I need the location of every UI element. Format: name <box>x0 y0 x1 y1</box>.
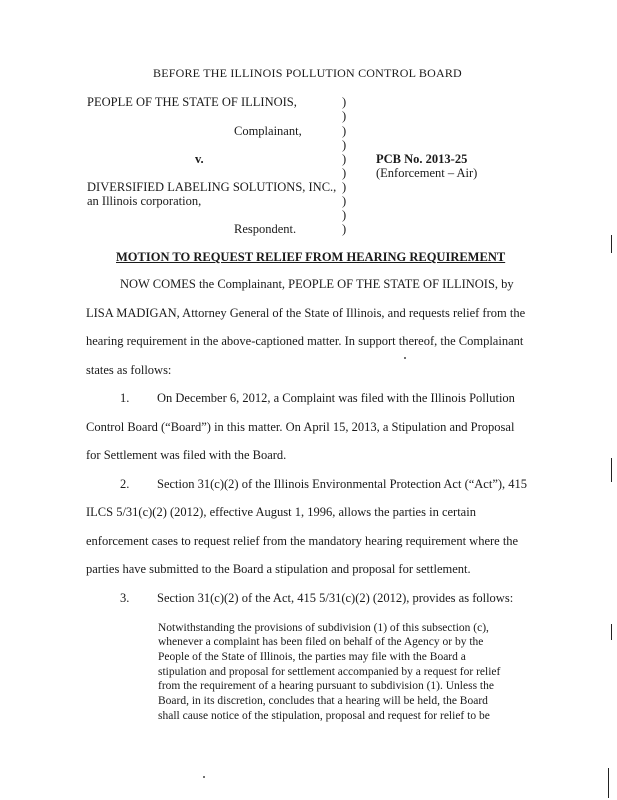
text-line: ILCS 5/31(c)(2) (2012), effective August 1, 1996, allows the parties in certain <box>86 505 476 519</box>
bracket-mark: ) <box>342 222 347 236</box>
text-line: for Settlement was filed with the Board. <box>86 448 287 462</box>
bracket-mark: ) <box>342 95 347 109</box>
defendant-role: Respondent. <box>234 222 297 236</box>
scan-artifact-dot <box>404 357 406 359</box>
defendant-name: DIVERSIFIED LABELING SOLUTIONS, INC., <box>87 180 337 194</box>
bracket-mark: ) <box>342 166 347 180</box>
bracket-mark: ) <box>342 180 347 194</box>
bracket-mark: ) <box>342 208 347 222</box>
text-line: LISA MADIGAN, Attorney General of the State of Illinois, and requests relief from the <box>86 306 526 320</box>
paragraph-number: 1. <box>120 391 130 405</box>
text-line: parties have submitted to the Board a stipulation and proposal for settlement. <box>86 562 471 576</box>
plaintiff-role: Complainant, <box>234 124 302 138</box>
quote-line: Notwithstanding the provisions of subdivision (1) of this subsection (c), <box>158 622 489 634</box>
bracket-mark: ) <box>342 109 347 123</box>
scan-artifact-mark <box>611 235 612 253</box>
quote-line: shall cause notice of the stipulation, proposal and request for relief to be <box>158 710 490 722</box>
quote-line: whenever a complaint has been filed on behalf of the Agency or by the <box>158 636 484 648</box>
text-line: Section 31(c)(2) of the Illinois Environmental Protection Act (“Act”), 415 <box>157 477 528 491</box>
motion-title: MOTION TO REQUEST RELIEF FROM HEARING REQUIREMENT <box>116 250 506 264</box>
text-line: enforcement cases to request relief from the mandatory hearing requirement where the <box>86 534 519 548</box>
scan-artifact-mark <box>611 458 612 482</box>
paragraph-number: 3. <box>120 591 130 605</box>
versus: v. <box>195 152 204 166</box>
bracket-mark: ) <box>342 138 347 152</box>
plaintiff-name: PEOPLE OF THE STATE OF ILLINOIS, <box>87 95 297 109</box>
quote-line: Board, in its discretion, concludes that a hearing will be held, the Board <box>158 695 488 707</box>
text-line: Control Board (“Board”) in this matter. On April 15, 2013, a Stipulation and Proposal <box>86 420 515 434</box>
text-line: NOW COMES the Complainant, PEOPLE OF THE STATE OF ILLINOIS, by <box>120 277 514 291</box>
text-line: hearing requirement in the above-captioned matter. In support thereof, the Complainant <box>86 334 524 348</box>
scan-artifact-mark <box>608 768 609 798</box>
text-line: states as follows: <box>86 363 172 377</box>
case-type: (Enforcement – Air) <box>376 166 478 180</box>
quote-line: People of the State of Illinois, the parties may file with the Board a <box>158 651 466 663</box>
bracket-mark: ) <box>342 124 347 138</box>
court-title: BEFORE THE ILLINOIS POLLUTION CONTROL BOARD <box>153 66 462 80</box>
bracket-mark: ) <box>342 194 347 208</box>
bracket-mark: ) <box>342 152 347 166</box>
case-number: PCB No. 2013-25 <box>376 152 468 166</box>
text-line: Section 31(c)(2) of the Act, 415 5/31(c)(2) (2012), provides as follows: <box>157 591 514 605</box>
paragraph-number: 2. <box>120 477 130 491</box>
scan-artifact-dot <box>203 776 205 778</box>
text-line: On December 6, 2012, a Complaint was filed with the Illinois Pollution <box>157 391 515 405</box>
quote-line: from the requirement of a hearing pursuant to subdivision (1). Unless the <box>158 680 494 692</box>
quote-line: stipulation and proposal for settlement accompanied by a request for relief <box>158 666 501 678</box>
defendant-description: an Illinois corporation, <box>87 194 202 208</box>
scan-artifact-mark <box>611 624 612 640</box>
